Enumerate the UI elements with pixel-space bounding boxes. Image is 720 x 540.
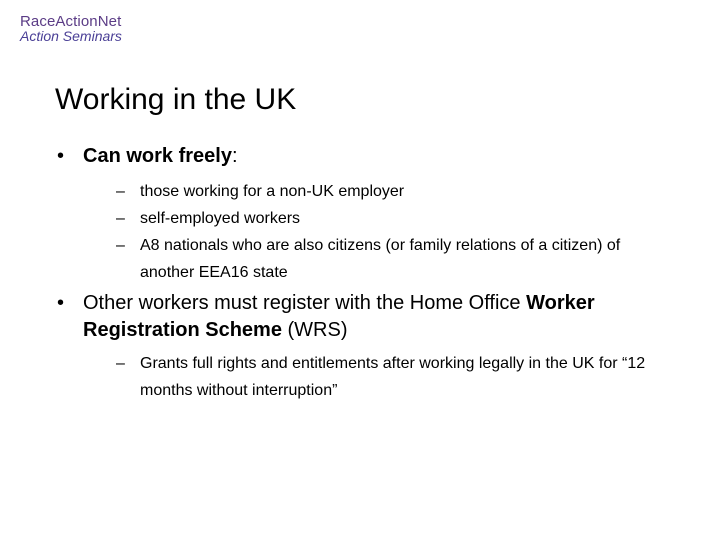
sub-bullet-text: self-employed workers: [140, 210, 301, 227]
sub-bullet-item: [116, 178, 677, 205]
logo-subtitle: Action Seminars: [20, 28, 122, 44]
bullet-rest-text: :: [231, 145, 238, 167]
sub-bullet-text: Grants full rights and entitlements after working legally in the UK for “12 months without interruption”: [140, 355, 646, 399]
bullet-bold-text: Worker Registration Scheme: [83, 292, 595, 341]
sub-bullet-list: [83, 350, 677, 404]
bullet-marker: •: [57, 292, 65, 314]
sub-bullet-item: [116, 205, 677, 232]
dash-marker: –: [116, 355, 125, 372]
dash-marker: –: [116, 237, 125, 254]
slide-title: Working in the UK: [55, 83, 297, 116]
sub-bullet-list: [83, 178, 677, 286]
sub-bullet-text: those working for a non-UK employer: [140, 183, 405, 200]
logo-brand-name: RaceActionNet: [20, 13, 122, 30]
dash-marker: –: [116, 210, 125, 227]
sub-bullet-text: A8 nationals who are also citizens (or family relations of a citizen) of another EEA16 state: [140, 237, 621, 281]
dash-marker: –: [116, 183, 125, 200]
bullet-can-work-freely: [57, 143, 677, 286]
bullet-lead-text: Other workers must register with the Home Office: [83, 292, 527, 314]
logo: [20, 14, 122, 44]
slide-content: [57, 143, 677, 404]
bullet-register-wrs: [57, 290, 677, 404]
bullet-rest-text: (WRS): [281, 319, 348, 341]
sub-bullet-item: [116, 350, 677, 404]
sub-bullet-item: [116, 232, 677, 286]
bullet-marker: •: [57, 145, 65, 167]
bullet-bold-text: Can work freely: [83, 145, 232, 167]
